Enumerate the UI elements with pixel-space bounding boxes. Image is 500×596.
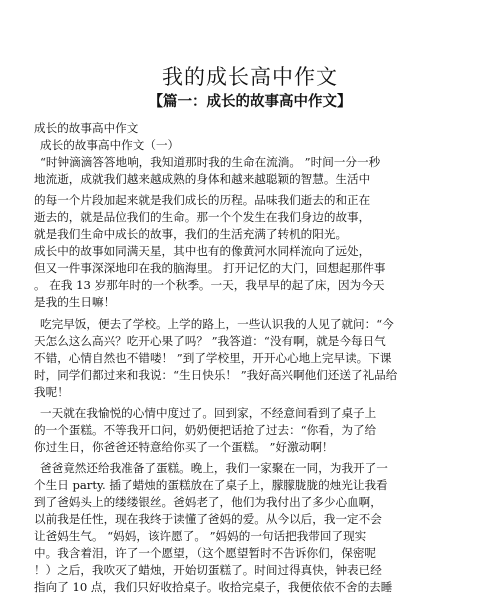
text-line: 到了爸妈头上的缕缕银丝。爸妈老了，他们为我付出了多少心血啊， — [34, 494, 382, 509]
text-line: 爸爸竟然还给我准备了蛋糕。晚上，我们一家聚在一同，为我开了一 — [40, 460, 388, 475]
text-line: 吃完早饭，便去了学校。上学的路上，一些认识我的人见了就问：“今 — [40, 316, 394, 331]
text-line: 就是我们生命中成长的故事，我们的生活充满了转机的阳光。 — [34, 227, 348, 242]
text-line: 的每一个片段加起来就是我们成长的历程。品味我们逝去的和正在 — [34, 193, 371, 208]
section-heading: 【篇一：成长的故事高中作文】 — [148, 93, 352, 110]
text-line: 我呢！ — [34, 384, 69, 399]
essay-body — [34, 120, 474, 596]
text-line: 是我的生日嘛！ — [34, 295, 116, 310]
text-line: 天怎么这么高兴？吃开心果了吗？ ”我答道：“没有啊，就是今每日气 — [34, 333, 386, 348]
text-line: 让爸妈生气。 “妈妈，该许愿了。 ”妈妈的一句话把我带回了现实 — [34, 529, 367, 544]
text-line: 你过生日，你爸爸还特意给你买了一个蛋糕。 ”好激动啊！ — [34, 439, 334, 454]
text-line: 以前我是任性，现在我终于读懂了爸妈的爱。从今以后，我一定不会 — [34, 512, 382, 527]
text-line: 不错，心情自然也不错喽！ ”到了学校里，开开心心地上完早读。下课 — [34, 350, 392, 365]
text-line: “时钟滴滴答答地响，我知道那时我的生命在流淌。 ”时间一分一秒 — [40, 155, 381, 170]
text-line: 。 在我 13 岁那年时的一个秋季。一天，我早早的起了床，因为今天 — [34, 278, 385, 293]
text-line: 成长中的故事如同满天星，其中也有的像黄河水同样流向了远处， — [34, 244, 371, 259]
text-line: 指向了 10 点，我们只好收拾桌子。收拾完桌子，我便依依不舍的去睡 — [34, 580, 393, 595]
text-line: 时，同学们都过来和我说：“生日快乐！ ”我好高兴啊他们还送了礼品给 — [34, 367, 398, 382]
text-line: 个生日 party. 插了蜡烛的蛋糕放在了桌子上，朦朦胧胧的烛光让我看 — [34, 477, 388, 492]
page-title: 我的成长高中作文 — [162, 65, 338, 89]
text-line: 但又一件事深深地印在我的脑海里。 打开记忆的大门，回想起那件事 — [34, 261, 386, 276]
text-line: 一天就在我愉悦的心情中度过了。回到家，不经意间看到了桌子上 — [40, 405, 377, 420]
text-line: 地流逝，成就我们越来越成熟的身体和越来越聪颖的智慧。生活中 — [34, 172, 371, 187]
text-line: ！）之后，我吹灭了蜡烛，开始切蛋糕了。时间过得真快，钟表已经 — [34, 563, 382, 578]
text-line: 中。我含着泪，许了一个愿望，（这个愿望暂时不告诉你们，保密呢 — [34, 546, 377, 561]
text-line: 的一个蛋糕。不等我开口问，奶奶便把话抢了过去：“你看，为了给 — [34, 422, 377, 437]
text-line: 成长的故事高中作文（一） — [40, 138, 180, 153]
text-line: 逝去的，就是品位我们的生命。那一个个发生在我们身边的故事， — [34, 210, 371, 225]
text-line: 成长的故事高中作文 — [34, 121, 139, 135]
